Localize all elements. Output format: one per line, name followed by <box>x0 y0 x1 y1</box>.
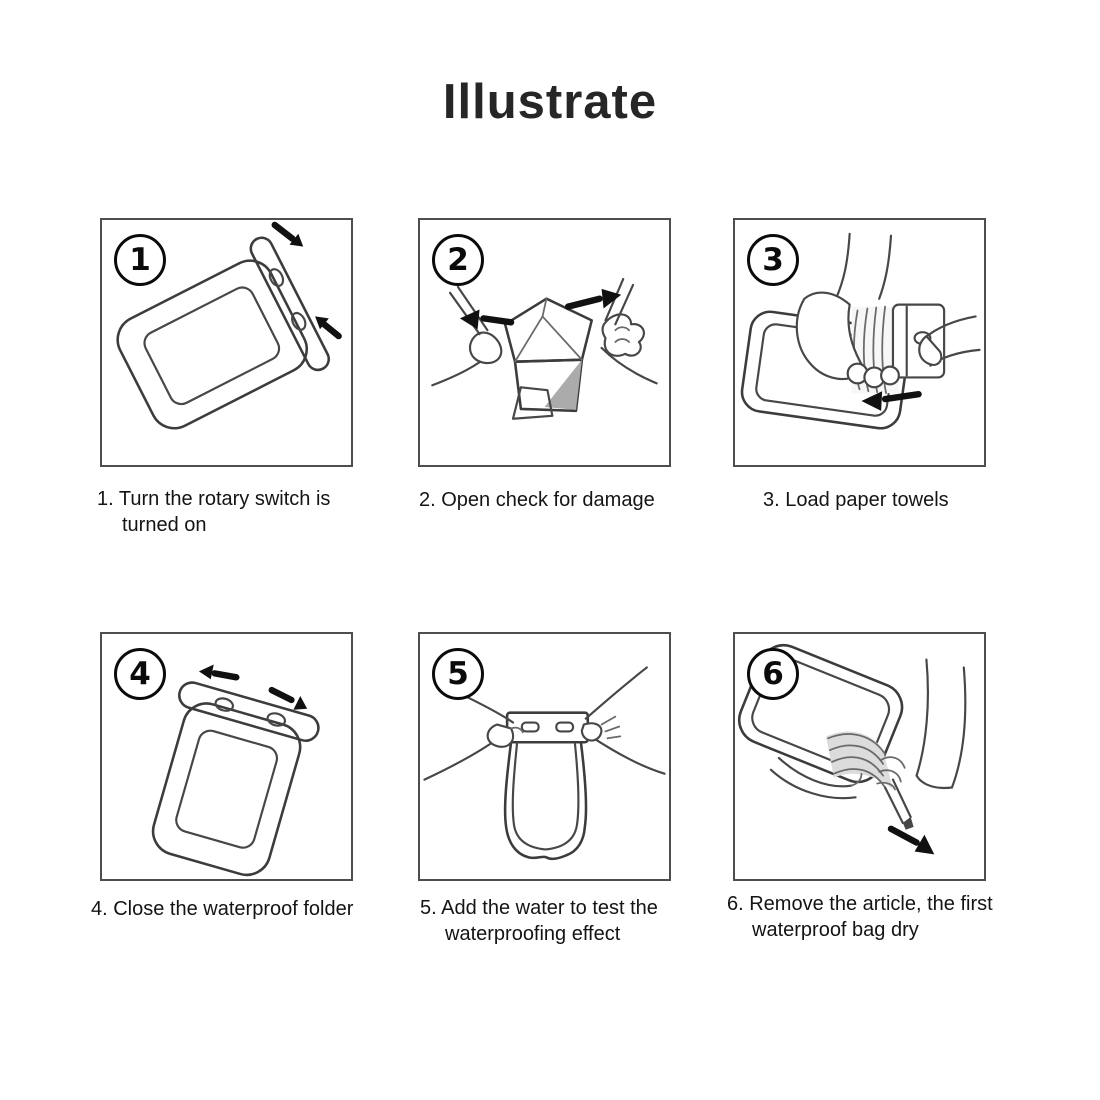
caption-line: 5. Add the water to test the <box>420 897 658 919</box>
step-2-number-badge <box>432 234 484 286</box>
step-3-number-badge <box>747 234 799 286</box>
caption-line: 4. Close the waterproof folder <box>91 898 354 920</box>
step-panel-6 <box>733 632 986 881</box>
open-bag <box>505 299 592 419</box>
left-hand <box>432 287 501 385</box>
remove-arrow-icon <box>891 829 934 855</box>
step-5-caption <box>420 895 658 947</box>
step-3-caption <box>763 487 949 513</box>
step-number: 6 <box>762 655 784 692</box>
caption-line: 2. Open check for damage <box>419 489 655 511</box>
step-panel-5 <box>418 632 671 881</box>
clamp-bar <box>176 680 321 744</box>
turn-arrow-icon <box>315 316 339 336</box>
page-title: Illustrate <box>442 75 658 129</box>
step-5-number-badge <box>432 648 484 700</box>
clamp-slot <box>556 723 573 732</box>
pull-right-arrow-icon <box>568 289 621 309</box>
step-1-number-badge <box>114 234 166 286</box>
step-2-caption <box>419 487 655 513</box>
turn-arrow-icon <box>199 665 236 680</box>
step-4-caption <box>91 896 353 922</box>
clamp-bar <box>247 234 332 374</box>
caption-line: waterproofing effect <box>445 923 621 945</box>
finger <box>881 367 899 385</box>
hanging-bag <box>505 742 586 859</box>
step-panel-4 <box>100 632 353 881</box>
push-left-arrow-icon <box>861 391 918 411</box>
step-panel-2 <box>418 218 671 467</box>
right-arm <box>877 660 965 790</box>
step-panel-1 <box>100 218 353 467</box>
step-number: 2 <box>447 241 469 278</box>
caption-line: 3. Load paper towels <box>763 489 949 511</box>
clamp-slot <box>522 723 539 732</box>
turn-arrow-icon <box>275 225 304 247</box>
caption-line: waterproof bag dry <box>752 919 919 941</box>
step-number: 3 <box>762 241 784 278</box>
step-6-number-badge <box>747 648 799 700</box>
step-6-caption <box>727 891 993 943</box>
step-number: 1 <box>129 241 151 278</box>
caption-line: 6. Remove the article, the first <box>727 893 993 915</box>
towel-pack <box>893 305 944 378</box>
caption-line: 1. Turn the rotary switch is <box>97 488 331 510</box>
step-panel-3 <box>733 218 986 467</box>
step-4-number-badge <box>114 648 166 700</box>
right-hand <box>582 667 665 773</box>
caption-line: turned on <box>122 514 207 536</box>
step-number: 5 <box>447 655 469 692</box>
step-1-caption <box>97 486 330 538</box>
step-number: 4 <box>129 655 151 692</box>
